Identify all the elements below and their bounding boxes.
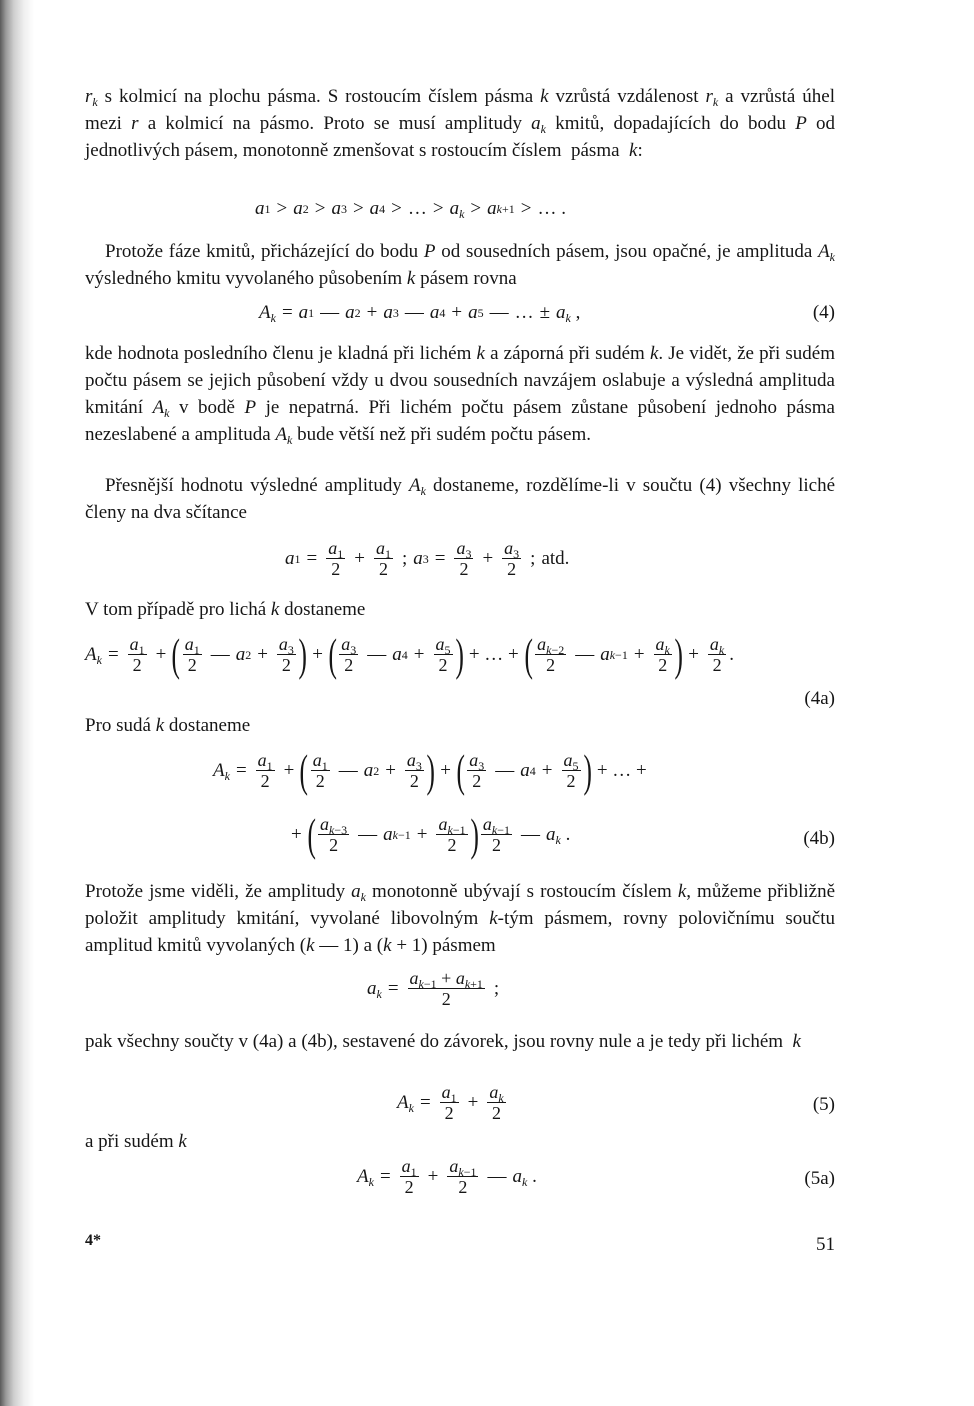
- equation-number-4a: (4a): [804, 688, 835, 709]
- paragraph-3: kde hodnota posledního členu je kladná při lichém k a záporná při sudém k. Je vidět, že při sudém počtu pásem se jejich působení vždy u dvou sousedních navzájem oslabuje a výsledná amplituda kmitání $A_k$ v bodě P je nepatrná. Při lichém počtu pásem zůstane působení jednoho pásma nezeslabené a amplituda $A_k$ bude větší než při sudém počtu pásem.: [85, 343, 835, 447]
- paragraph-8: pak všechny součty v (4a) a (4b), sestavené do závorek, jsou rovny nule a je tedy při lichém k: [85, 1031, 801, 1052]
- equation-number-5: (5): [812, 1094, 835, 1115]
- page-number: 51: [816, 1234, 835, 1255]
- paragraph-5: V tom případě pro lichá k dostaneme: [85, 599, 366, 620]
- paragraph-1: $r_k$ s kolmicí na plochu pásma. S rostoucím číslem pásma k vzrůstá vzdálenost $r_k$ a vzrůstá úhel mezi r a kolmicí na pásmo. Proto se musí amplitudy $a_k$ kmitů, dopadajících do bodu P od jednotlivých pásem, monotonně zmenšovat s rostoucím číslem pásma k:: [85, 86, 836, 161]
- signature-mark: 4*: [85, 1232, 101, 1249]
- paragraph-4: Přesnější hodnotu výsledné amplitudy $A_k$ dostaneme, rozdělíme-li v součtu (4) všechny liché členy na dva sčítance: [85, 475, 835, 523]
- paragraph-6: Pro sudá k dostaneme: [85, 715, 251, 736]
- equation-split: a 1 = $\frac{a_1}{2}$ + $\frac{a_1}{2}$ ; a 3 = $\frac{a_3}{2}$ + $\frac{a_3}{2}$ ; atd.: [285, 538, 570, 579]
- inequality-chain: a 1 > a 2 > a 3 > a 4 > … > $a_k$ > a k+1 > … .: [255, 198, 566, 221]
- equation-5a: $A_k$ = $\frac{a_1}{2}$ + $\frac{a_{k-1}}{2}$ — $a_k$ .: [357, 1156, 537, 1197]
- equation-4a: $A_k$ = $\frac{a_1}{2}$ + ( $\frac{a_1}{2}$ — a 2 + $\frac{a_3}{2}$ ) + ( $\frac{a_3}{2}$ — a 4 + $\frac{a_5}{2}$ ) + … + ( $\frac{a_{k-2}}{2}$ — a k−1 + $\frac{a_k}{2}$ ) + $\frac{a_k}{2}$ .: [85, 628, 734, 680]
- equation-4b-line-1: $A_k$ = $\frac{a_1}{2}$ + ( $\frac{a_1}{2}$ — a 2 + $\frac{a_3}{2}$ ) + ( $\frac{a_3}{2}$ — a 4 + $\frac{a_5}{2}$ ) + … +: [213, 744, 647, 796]
- paragraph-2: Protože fáze kmitů, přicházející do bodu P od sousedních pásem, jsou opačné, je amplituda $A_k$ výsledného kmitu vyvolaného působením k pásem rovna: [85, 241, 835, 289]
- equation-number-4b: (4b): [803, 828, 835, 849]
- equation-5: $A_k$ = $\frac{a_1}{2}$ + $\frac{a_k}{2}$: [397, 1082, 504, 1123]
- atd-label: atd.: [541, 547, 570, 569]
- paragraph-9: a při sudém k: [85, 1131, 187, 1152]
- equation-number-5a: (5a): [804, 1168, 835, 1189]
- book-spine-shadow: [0, 0, 34, 1406]
- equation-number-4: (4): [812, 302, 835, 323]
- equation-4: $A_k$ = a 1 — a 2 + a 3 — a 4 + a 5 — … ± $a_k$ ,: [259, 302, 581, 325]
- equation-4b-line-2: + ( $\frac{a_{k-3}}{2}$ — a k−1 + $\frac{a_{k-1}}{2}$ ) $\frac{a_{k-1}}{2}$ — $a_k$ .: [291, 808, 571, 860]
- equation-ak: $a_k$ = $\frac{a_{k-1} + a_{k+1}}{2}$ ;: [367, 968, 500, 1009]
- paragraph-7: Protože jsme viděli, že amplitudy $a_k$ monotonně ubývají s rostoucím číslem k, můžeme přibližně položit amplitudy kmitání, vyvolané libovolným k-tým pásmem, rovny polovičnímu součtu amplitud kmitů vyvolaných (k — 1) a (k + 1) pásmem: [85, 881, 836, 956]
